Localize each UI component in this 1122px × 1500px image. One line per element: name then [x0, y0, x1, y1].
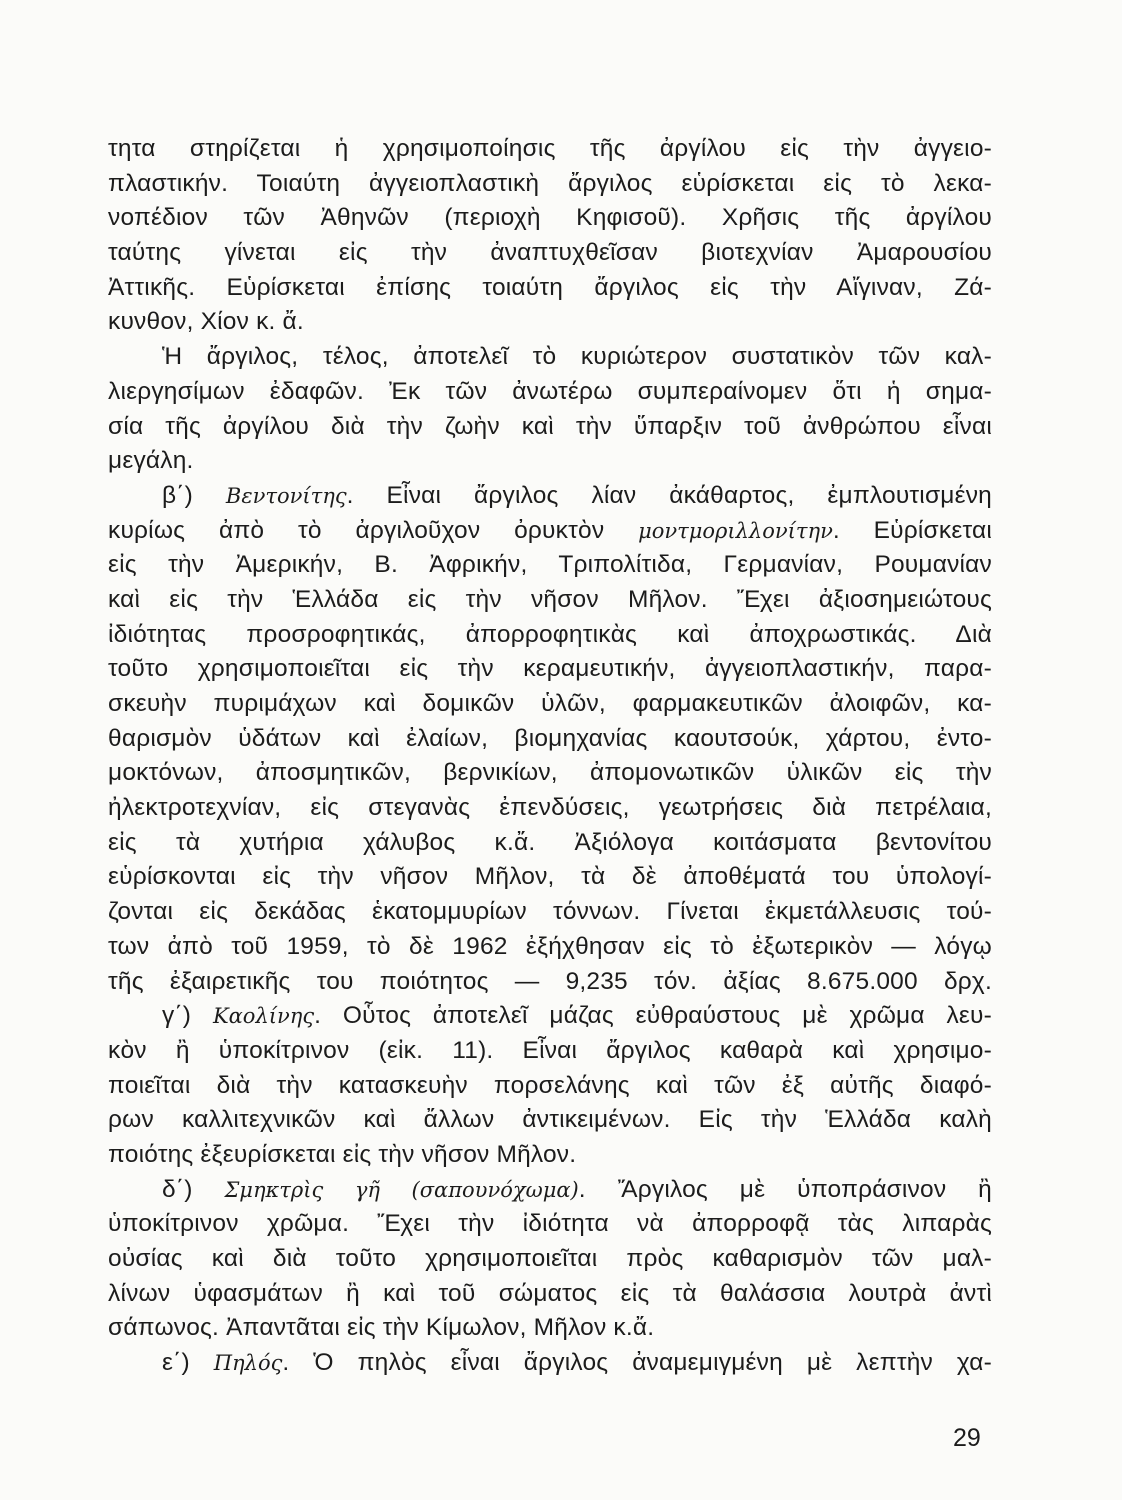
text-run: Ἡ ἄργιλος, τέλος, ἀποτελεῖ τὸ κυριώτερον συστατικὸν τῶν καλ-: [162, 343, 992, 371]
text-run: ποιότης ἐξευρίσκεται εἰς τὴν νῆσον Μῆλον.: [108, 1140, 577, 1168]
text-run: καὶ εἰς τὴν Ἑλλάδα εἰς τὴν νῆσον Μῆλον. Ἔχει ἀξιοσημειώτους: [108, 585, 992, 613]
text-run: οὐσίας καὶ διὰ τοῦτο χρησιμοποιεῖται πρὸς καθαρισμὸν τῶν μαλ-: [108, 1245, 992, 1272]
text-line: [108, 687, 992, 722]
text-line: [108, 1034, 992, 1069]
text-run: κυνθον, Χίον κ. ἄ.: [108, 308, 304, 336]
italic-term: Βεντονίτης: [225, 483, 347, 508]
text-line: [108, 514, 992, 549]
text-run: . Εἶναι ἄργιλος λίαν ἀκάθαρτος, ἐμπλουτισμένη: [346, 481, 992, 509]
text-run: ρων καλλιτεχνικῶν καὶ ἄλλων ἀντικειμένων. Εἰς τὴν Ἑλλάδα καλὴ: [108, 1106, 992, 1134]
text-run: ἠλεκτροτεχνίαν, εἰς στεγανὰς ἐπενδύσεις, γεωτρήσεις διὰ πετρέλαια,: [108, 794, 992, 822]
text-run: . Εὑρίσκεται: [832, 516, 992, 544]
text-run: τητα στηρίζεται ἡ χρησιμοποίησις τῆς ἀργίλου εἰς τὴν ἀγγειο-: [108, 135, 992, 162]
text-run: δ΄): [162, 1175, 225, 1203]
text-line: [108, 548, 992, 583]
text-line: [108, 1138, 992, 1173]
italic-term: μοντμοριλλονίτην: [638, 518, 833, 543]
text-run: γ΄): [162, 1002, 213, 1030]
text-line: [108, 618, 992, 653]
text-line: [108, 999, 992, 1034]
text-run: θαρισμὸν ὑδάτων καὶ ἐλαίων, βιομηχανίας καουτσούκ, χάρτου, ἐντο-: [108, 724, 992, 752]
text-line: [108, 1173, 992, 1208]
text-run: ε΄): [162, 1349, 214, 1377]
text-line: [108, 1346, 992, 1381]
text-line: [108, 167, 992, 202]
text-run: εὑρίσκονται εἰς τὴν νῆσον Μῆλον, τὰ δὲ ἀποθέματά του ὑπολογί-: [108, 863, 992, 891]
text-run: πλαστικήν. Τοιαύτη ἀγγειοπλαστικὴ ἄργιλος εὑρίσκεται εἰς τὸ λεκα-: [108, 169, 992, 197]
text-line: [108, 1277, 992, 1312]
text-run: σκευὴν πυριμάχων καὶ δομικῶν ὑλῶν, φαρμακευτικῶν ἀλοιφῶν, κα-: [108, 690, 992, 717]
text-run: ἰδιότητας προσροφητικάς, ἀπορροφητικὰς καὶ ἀποχρωστικάς. Διὰ: [108, 620, 992, 648]
text-run: β΄): [162, 481, 226, 509]
text-line: [108, 930, 992, 965]
text-run: λίνων ὑφασμάτων ἢ καὶ τοῦ σώματος εἰς τὰ θαλάσσια λουτρὰ ἀντὶ: [108, 1279, 992, 1307]
text-run: Ἀττικῆς. Εὑρίσκεται ἐπίσης τοιαύτη ἄργιλος εἰς τὴν Αἴγιναν, Ζά-: [108, 273, 992, 301]
text-line: [108, 375, 992, 410]
text-line: [108, 965, 992, 1000]
text-line: [108, 479, 992, 514]
text-line: [108, 1069, 992, 1104]
text-line: [108, 826, 992, 861]
page-body-text: [108, 132, 992, 1381]
italic-term: Σμηκτρὶς γῆ (σαπουνόχωμα): [224, 1177, 579, 1202]
text-run: . Ὁ πηλὸς εἶναι ἄργιλος ἀναμεμιγμένη μὲ λεπτὴν χα-: [282, 1349, 992, 1377]
italic-term: Πηλός: [213, 1351, 283, 1376]
text-line: [108, 1311, 992, 1346]
text-run: σία τῆς ἀργίλου διὰ τὴν ζωὴν καὶ τὴν ὕπαρξιν τοῦ ἀνθρώπου εἶναι: [108, 412, 992, 440]
text-run: ποιεῖται διὰ τὴν κατασκευὴν πορσελάνης καὶ τῶν ἐξ αὐτῆς διαφό-: [108, 1071, 992, 1099]
text-run: . Ἄργιλος μὲ ὑποπράσινον ἢ: [578, 1175, 992, 1203]
text-line: [108, 132, 992, 167]
text-line: [108, 722, 992, 757]
text-line: [108, 271, 992, 306]
text-run: σάπωνος. Ἀπαντᾶται εἰς τὴν Κίμωλον, Μῆλον κ.ἄ.: [108, 1314, 655, 1342]
text-run: νοπέδιον τῶν Ἀθηνῶν (περιοχὴ Κηφισοῦ). Χρῆσις τῆς ἀργίλου: [108, 204, 992, 232]
text-run: κυρίως ἀπὸ τὸ ἀργιλοῦχον ὀρυκτὸν: [108, 516, 639, 544]
text-line: [108, 1103, 992, 1138]
text-line: [108, 1207, 992, 1242]
text-run: εἰς τὰ χυτήρια χάλυβος κ.ἄ. Ἀξιόλογα κοιτάσματα βεντονίτου: [108, 828, 992, 856]
text-line: [108, 444, 992, 479]
text-line: [108, 756, 992, 791]
text-line: [108, 1242, 992, 1277]
text-line: [108, 236, 992, 271]
text-run: τῆς ἐξαιρετικῆς του ποιότητος — 9,235 τόν. ἀξίας 8.675.000 δρχ.: [108, 967, 992, 995]
text-run: μεγάλη.: [108, 447, 194, 475]
text-run: λιεργησίμων ἐδαφῶν. Ἐκ τῶν ἀνωτέρω συμπεραίνομεν ὅτι ἡ σημα-: [108, 377, 992, 405]
text-run: ὑποκίτρινον χρῶμα. Ἔχει τὴν ἰδιότητα νὰ ἀπορροφᾷ τὰς λιπαρὰς: [108, 1210, 992, 1238]
page-number: 29: [953, 1424, 981, 1452]
text-line: [108, 305, 992, 340]
text-run: ταύτης γίνεται εἰς τὴν ἀναπτυχθεῖσαν βιοτεχνίαν Ἀμαρουσίου: [108, 239, 992, 267]
text-line: [108, 652, 992, 687]
text-run: ζονται εἰς δεκάδας ἑκατομμυρίων τόννων. Γίνεται ἐκμετάλλευσις τού-: [108, 898, 992, 926]
text-run: τοῦτο χρησιμοποιεῖται εἰς τὴν κεραμευτικήν, ἀγγειοπλαστικήν, παρα-: [108, 655, 992, 683]
text-line: [108, 895, 992, 930]
text-run: . Οὗτος ἀποτελεῖ μάζας εὐθραύστους μὲ χρῶμα λευ-: [314, 1002, 992, 1030]
text-run: εἰς τὴν Ἀμερικήν, Β. Ἀφρικήν, Τριπολίτιδα, Γερμανίαν, Ρουμανίαν: [108, 551, 992, 579]
text-run: των ἀπὸ τοῦ 1959, τὸ δὲ 1962 ἐξήχθησαν εἰς τὸ ἐξωτερικὸν — λόγῳ: [108, 932, 992, 960]
text-line: [108, 340, 992, 375]
text-line: [108, 201, 992, 236]
text-line: [108, 791, 992, 826]
italic-term: Καολίνης: [212, 1004, 315, 1029]
text-run: κὸν ἢ ὑποκίτρινον (εἰκ. 11). Εἶναι ἄργιλος καθαρὰ καὶ χρησιμο-: [108, 1036, 992, 1064]
text-line: [108, 860, 992, 895]
text-run: μοκτόνων, ἀποσμητικῶν, βερνικίων, ἀπομονωτικῶν ὑλικῶν εἰς τὴν: [108, 759, 992, 787]
text-line: [108, 583, 992, 618]
text-line: [108, 410, 992, 445]
